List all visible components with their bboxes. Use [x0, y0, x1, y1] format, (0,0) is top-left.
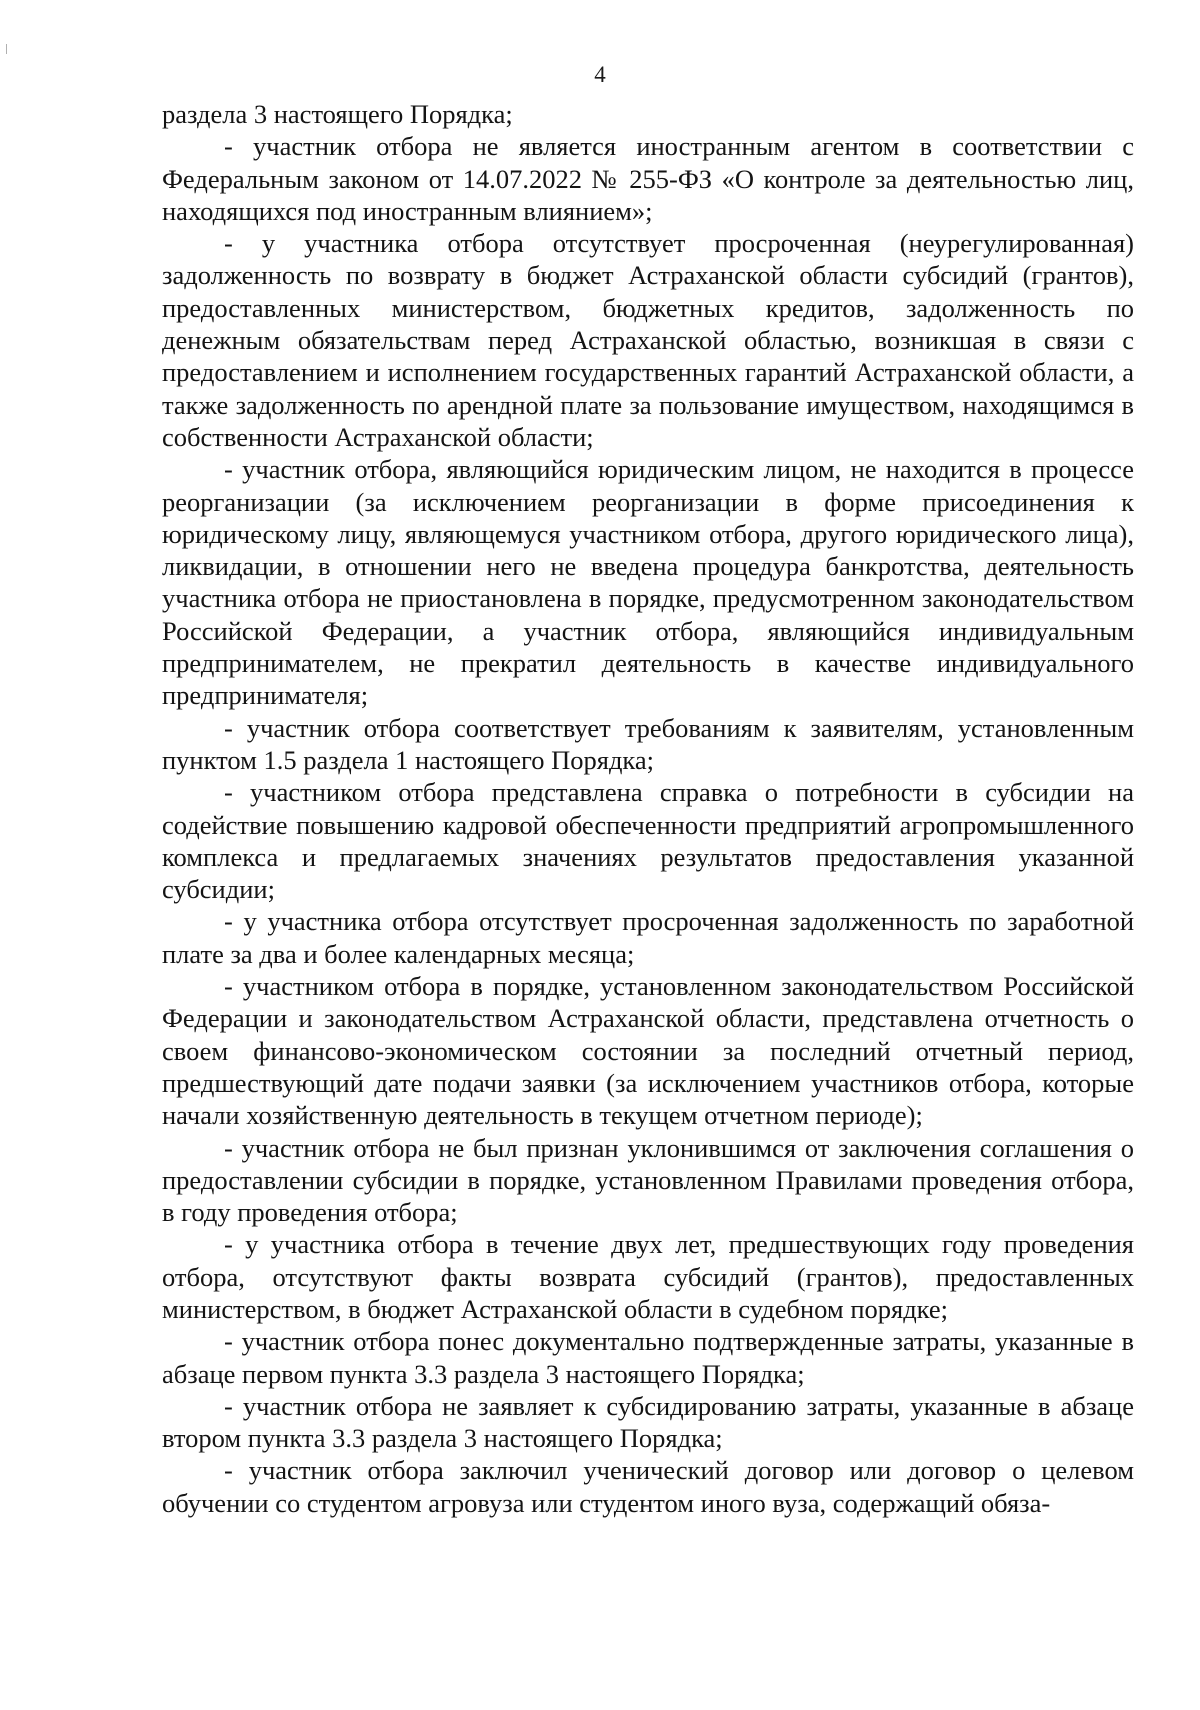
- paragraph-overdue-debt: - у участника отбора отсутствует просроченная (неурегулированная) задолженность по возврату в бюджет Астраханской области субсидий (грантов), предоставленных министерством, бюджетных кредитов, задолженность по денежным обязательствам перед Астраханской областью, возникшая в связи с предоставлением и исполнением государственных гарантий Астраханской области, а также задолженность по арендной плате за пользование имуществом, находящимся в собственности Астраханской области;: [162, 228, 1134, 452]
- paragraph-reorganization: - участник отбора, являющийся юридическим лицом, не находится в процессе реорганизации (за исключением реорганизации в форме присоединения к юридическому лицу, являющемуся участником отбора, другого юридического лица), ликвидации, в отношении него не введена процедура банкротства, деятельность участника отбора не приостановлена в порядке, предусмотренном законодательством Российской Федерации, а участник отбора, являющийся индивидуальным предпринимателем, не прекратил деятельность в качестве индивидуального предпринимателя;: [162, 454, 1134, 711]
- paragraph-student-contract: - участник отбора заключил ученический договор или договор о целевом обучении со студентом агровуза или студентом иного вуза, содержащий обяза-: [162, 1455, 1134, 1518]
- paragraph-documented-costs: - участник отбора понес документально подтвержденные затраты, указанные в абзаце первом пункта 3.3 раздела 3 настоящего Порядка;: [162, 1326, 1134, 1389]
- paragraph-financial-reporting: - участником отбора в порядке, установленном законодательством Российской Федерации и законодательством Астраханской области, представлена отчетность о своем финансово-экономическом состоянии за последний отчетный период, предшествующий дате подачи заявки (за исключением участников отбора, которые начали хозяйственную деятельность в текущем отчетном периоде);: [162, 971, 1134, 1131]
- document-body: [162, 98, 1134, 1519]
- paragraph-applicant-requirements: - участник отбора соответствует требованиям к заявителям, установленным пунктом 1.5 раздела 1 настоящего Порядка;: [162, 712, 1134, 775]
- page-number: 4: [594, 62, 606, 87]
- paragraph-subsidy-return: - у участника отбора в течение двух лет, предшествующих году проведения отбора, отсутствуют факты возврата субсидий (грантов), предоставленных министерством, в бюджет Астраханской области в судебном порядке;: [162, 1229, 1134, 1324]
- paragraph-excluded-costs: - участник отбора не заявляет к субсидированию затраты, указанные в абзаце втором пункта 3.3 раздела 3 настоящего Порядка;: [162, 1390, 1134, 1454]
- paragraph-continuation: раздела 3 настоящего Порядка;: [162, 99, 513, 129]
- paragraph-wage-arrears: - у участника отбора отсутствует просроченная задолженность по заработной плате за два и более календарных месяца;: [162, 906, 1134, 969]
- scan-margin-mark: [6, 44, 7, 54]
- paragraph-subsidy-certificate: - участником отбора представлена справка о потребности в субсидии на содействие повышению кадровой обеспеченности предприятий агропромышленного комплекса и предлагаемых значениях результатов предоставления указанной субсидии;: [162, 777, 1134, 905]
- paragraph-foreign-agent: - участник отбора не является иностранным агентом в соответствии с Федеральным законом от 14.07.2022 № 255-ФЗ «О контроле за деятельностью лиц, находящихся под иностранным влиянием»;: [162, 131, 1134, 226]
- paragraph-evasion: - участник отбора не был признан уклонившимся от заключения соглашения о предоставлении субсидии в порядке, установленном Правилами проведения отбора, в году проведения отбора;: [162, 1132, 1134, 1228]
